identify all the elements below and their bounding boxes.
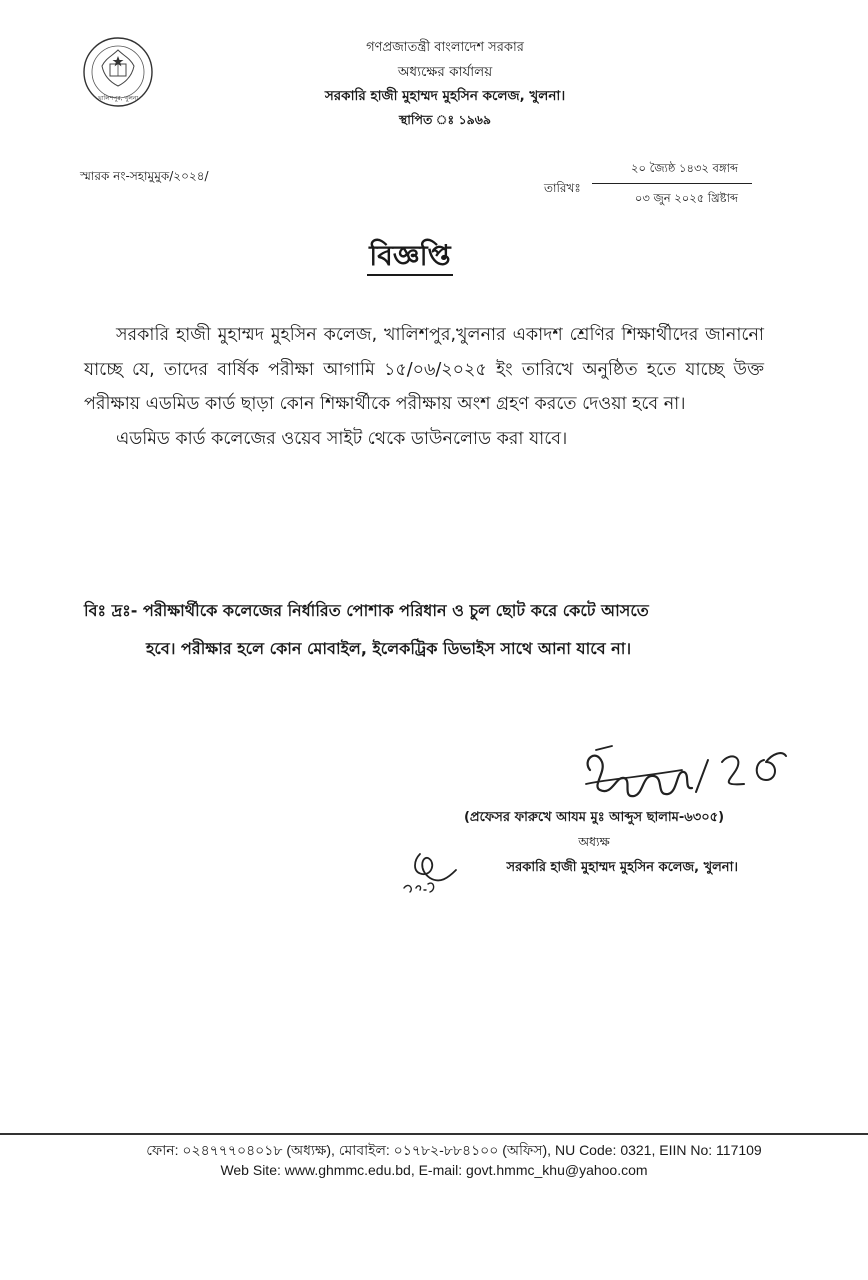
letterhead [250, 36, 640, 132]
footer-rule [0, 1133, 868, 1135]
footer [0, 1140, 868, 1180]
nota-bene [84, 592, 764, 668]
notice-paragraph-1: সরকারি হাজী মুহাম্মদ মুহসিন কলেজ, খালিশপুর,খুলনার একাদশ শ্রেণির শিক্ষার্থীদের জানানো যাচ্ছে যে, তাদের বার্ষিক পরীক্ষা আগামি ১৫/০৬/২০২৫ ইং তারিখে অনুষ্ঠিত হতে যাচ্ছে উক্ত পরীক্ষায় এডমিড কার্ড ছাড়া কোন শিক্ষার্থীকে পরীক্ষায় অংশ গ্রহণ করতে দেওয়া হবে না। [84, 325, 764, 414]
signatory-title: অধ্যক্ষ [578, 834, 610, 849]
signatory-name: (প্রফেসর ফারুখে আযম মুঃ আব্দুস ছালাম-৬৩০৫) [463, 810, 725, 825]
date-gregorian: ০৩ জুন ২০২৫ খ্রিষ্টাব্দ [634, 191, 738, 205]
college-name: সরকারি হাজী মুহাম্মদ মুহসিন কলেজ, খুলনা। [324, 88, 566, 104]
nota-bene-line-1: বিঃ দ্রঃ- পরীক্ষার্থীকে কলেজের নির্ধারিত পোশাক পরিধান ও চুল ছোট করে কেটে আসতে [84, 601, 649, 620]
memo-reference: স্মারক নং-সহামুমুক/২০২৪/ [80, 169, 209, 183]
notice-paragraph-2: এডমিড কার্ড কলেজের ওয়েব সাইট থেকে ডাউনলোড করা যাবে। [116, 428, 568, 449]
date-block [592, 160, 752, 209]
established-line: স্থাপিত ঃ ১৯৬৯ [399, 112, 491, 127]
seal-text: খালিশপুর, খুলনা [97, 95, 139, 102]
notice-title-wrap [0, 234, 820, 281]
notice-title: বিজ্ঞপ্তি [367, 239, 452, 276]
college-seal-icon [82, 36, 154, 108]
signatory-college: সরকারি হাজী মুহাম্মদ মুহসিন কলেজ, খুলনা। [506, 860, 738, 875]
footer-contact: ফোন: ০২৪৭৭৭০৪০১৮ (অধ্যক্ষ), মোবাইল: ০১৭৮২-৮৮৪১০০ (অফিস), NU Code: 0321, EIIN No: 117109 [146, 1142, 762, 1158]
govt-line: গণপ্রজাতন্ত্রী বাংলাদেশ সরকার [366, 40, 524, 55]
date-label: তারিখঃ [544, 181, 581, 195]
date-bangla: ২০ জ্যৈষ্ঠ ১৪৩২ বঙ্গাব্দ [592, 160, 752, 184]
initials-mark-icon [400, 848, 460, 896]
office-line: অধ্যক্ষের কার্যালয় [397, 64, 493, 80]
footer-web: Web Site: www.ghmmc.edu.bd, E-mail: govt.hmmc_khu@yahoo.com [220, 1162, 648, 1178]
nota-bene-line-2: হবে। পরীক্ষার হলে কোন মোবাইল, ইলেকট্রিক ডিভাইস সাথে আনা যাবে না। [146, 639, 632, 658]
notice-body [84, 318, 764, 456]
